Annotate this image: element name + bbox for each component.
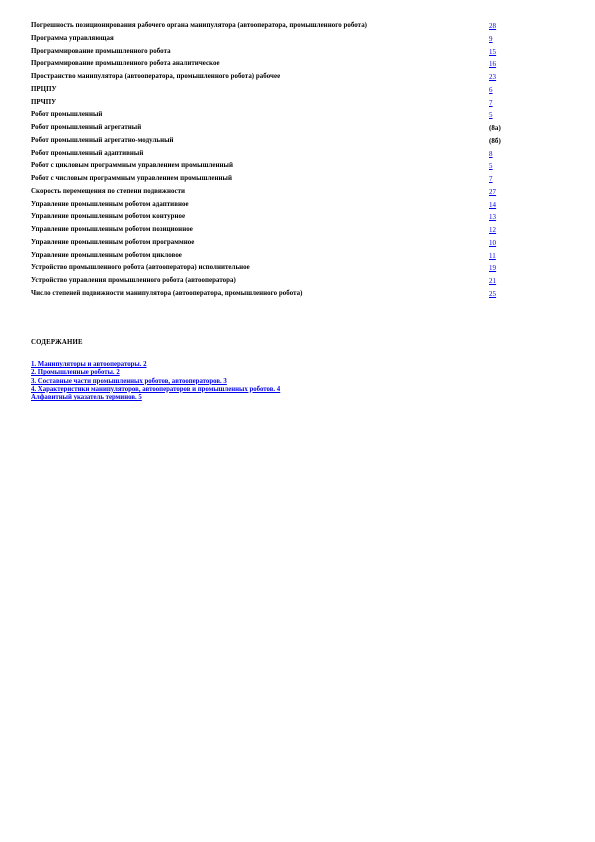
index-page-cell: [489, 137, 511, 150]
index-page-link[interactable]: 21: [489, 277, 497, 285]
toc-list: [31, 361, 280, 402]
index-row: [31, 239, 511, 252]
index-row: [31, 48, 511, 61]
toc-item: [31, 361, 280, 369]
index-page-link[interactable]: 6: [489, 85, 493, 94]
index-row: [31, 188, 511, 201]
index-row: [31, 137, 511, 150]
index-row: [31, 213, 511, 226]
index-row: [31, 22, 511, 35]
index-page-cell: [489, 22, 511, 35]
index-term: Число степеней подвижности манипулятора (автооператора, промышленного робота): [31, 289, 303, 297]
index-term: Управление промышленным роботом адаптивное: [31, 200, 189, 208]
index-row: [31, 264, 511, 277]
index-term: Программирование промышленного робота аналитическое: [31, 60, 220, 68]
index-page-cell: [489, 277, 511, 290]
index-page-number: (8а): [489, 124, 501, 132]
index-row: [31, 111, 511, 124]
index-page-cell: [489, 99, 511, 112]
index-row: [31, 150, 511, 163]
index-page-link[interactable]: 25: [489, 289, 497, 298]
index-term: Скорость перемещения по степени подвижности: [31, 187, 186, 195]
index-page-number: (8б): [489, 136, 501, 145]
index-page-cell: [489, 60, 511, 73]
index-row: [31, 73, 511, 86]
toc-link[interactable]: Алфавитный указатель терминов. 5: [31, 394, 142, 402]
index-page-link[interactable]: 27: [489, 187, 497, 196]
index-page-cell: [489, 264, 511, 277]
index-row: [31, 201, 511, 214]
index-page-link[interactable]: 23: [489, 73, 497, 81]
index-page-link[interactable]: 16: [489, 60, 497, 69]
index-page-cell: [489, 150, 511, 163]
index-page-cell: [489, 73, 511, 86]
index-term: Устройство промышленного робота (автооператора) исполнительное: [31, 264, 250, 272]
index-term: Управление промышленным роботом цикловое: [31, 251, 182, 259]
index-page-cell: [489, 124, 511, 137]
index-page-cell: [489, 239, 511, 252]
toc-link[interactable]: 4. Характеристики манипуляторов, автооператоров и промышленных роботов. 4: [31, 385, 281, 393]
index-page-link[interactable]: 10: [489, 238, 497, 247]
index-term: Пространство манипулятора (автооператора, промышленного робота) рабочее: [31, 73, 281, 80]
index-row: [31, 226, 511, 239]
index-page-cell: [489, 175, 511, 188]
index-term: Робот промышленный: [31, 111, 103, 119]
index-page-cell: [489, 252, 511, 265]
index-row: [31, 99, 511, 112]
index-page-link[interactable]: 7: [489, 175, 493, 183]
index-page-cell: [489, 290, 511, 303]
index-page-cell: [489, 111, 511, 124]
toc-link[interactable]: 1. Манипуляторы и автооператоры. 2: [31, 361, 147, 368]
index-page-cell: [489, 226, 511, 239]
index-page-link[interactable]: 15: [489, 47, 497, 56]
index-term: Робот с числовым программным управлением промышленный: [31, 175, 232, 182]
index-page-link[interactable]: 28: [489, 22, 497, 30]
toc-link[interactable]: 2. Промышленные роботы. 2: [31, 369, 120, 377]
index-page-link[interactable]: 19: [489, 264, 497, 273]
index-page-link[interactable]: 14: [489, 200, 497, 209]
index-page-cell: [489, 86, 511, 99]
index-page-cell: [489, 35, 511, 48]
index-page-link[interactable]: 9: [489, 34, 493, 43]
index-term: Устройство управления промышленного робота (автооператора): [31, 277, 236, 284]
index-term: Управление промышленным роботом контурное: [31, 213, 186, 221]
index-page-cell: [489, 48, 511, 61]
index-row: [31, 277, 511, 290]
index-term: Робот промышленный адаптивный: [31, 149, 144, 157]
index-term: ПРЧПУ: [31, 98, 57, 106]
index-term: Погрешность позиционирования рабочего органа манипулятора (автооператора, промышленного робота): [31, 22, 368, 29]
index-row: [31, 124, 511, 137]
index-row: [31, 290, 511, 303]
toc-item: [31, 369, 280, 377]
index-page-cell: [489, 213, 511, 226]
index-row: [31, 252, 511, 265]
toc-item: [31, 394, 280, 402]
index-term: Управление промышленным роботом позиционное: [31, 226, 193, 233]
index-page-cell: [489, 201, 511, 214]
index-row: [31, 35, 511, 48]
index-page-link[interactable]: 11: [489, 251, 496, 260]
index-page-link[interactable]: 12: [489, 226, 497, 234]
index-row: [31, 60, 511, 73]
toc-item: [31, 386, 280, 394]
toc-item: [31, 378, 280, 386]
index-page-link[interactable]: 13: [489, 213, 497, 222]
index-term: Робот промышленный агрегатный: [31, 124, 142, 131]
toc-link[interactable]: 3. Составные части промышленных роботов, автооператоров. 3: [31, 377, 227, 385]
index-row: [31, 86, 511, 99]
index-term: Программа управляющая: [31, 34, 114, 42]
index-page-cell: [489, 162, 511, 175]
alphabetical-index-table: [31, 22, 511, 303]
index-page-cell: [489, 188, 511, 201]
index-term: ПРЦПУ: [31, 85, 57, 93]
index-row: [31, 162, 511, 175]
index-page-link[interactable]: 5: [489, 111, 493, 120]
index-term: Робот промышленный агрегатно-модульный: [31, 136, 174, 144]
index-page-link[interactable]: 7: [489, 98, 493, 107]
index-body: [31, 22, 511, 303]
index-term: Управление промышленным роботом программное: [31, 238, 195, 246]
index-page-link[interactable]: 5: [489, 162, 493, 171]
index-term: Программирование промышленного робота: [31, 47, 171, 55]
index-page-link[interactable]: 8: [489, 149, 493, 158]
toc-title: СОДЕРЖАНИЕ: [31, 339, 83, 346]
index-term: Робот с цикловым программным управлением промышленный: [31, 162, 233, 170]
index-row: [31, 175, 511, 188]
